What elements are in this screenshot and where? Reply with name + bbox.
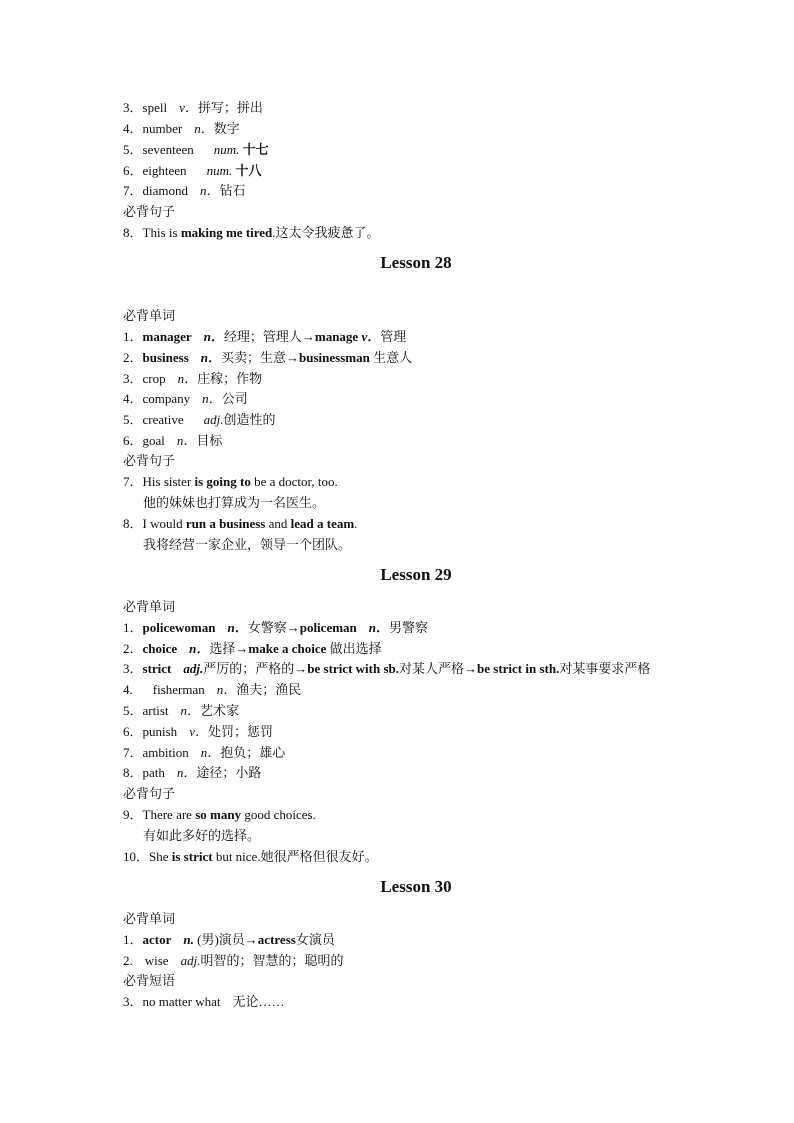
meaning: 拼写；拼出 — [197, 100, 263, 115]
part-of-speech: v． — [179, 100, 198, 115]
word: diamond — [142, 183, 189, 198]
lesson-title: Lesson 28 — [380, 253, 452, 272]
item-number: 7． — [123, 474, 143, 489]
word-item — [123, 659, 650, 679]
word-item — [123, 930, 335, 950]
item-number: 6． — [123, 163, 143, 178]
word-item — [123, 327, 406, 347]
item-number: 1． — [123, 932, 143, 947]
item-number: 3． — [123, 371, 143, 386]
sentence-item — [123, 514, 357, 534]
key-phrase: lead a team — [290, 516, 355, 531]
sentence-item — [123, 472, 338, 492]
sentence-text: There are — [142, 807, 196, 822]
item-number: 4. — [123, 682, 133, 697]
item-number: 5． — [123, 412, 143, 427]
word-item — [123, 722, 273, 742]
word: actor — [142, 932, 172, 947]
part-of-speech: v． — [361, 329, 381, 344]
section-label: 必背单词 — [123, 911, 176, 926]
sentence-item — [123, 223, 380, 243]
item-number: 1． — [123, 329, 143, 344]
item-number: 2． — [123, 350, 143, 365]
sentence-text: .这太令我疲惫了。 — [272, 225, 380, 240]
meaning: 买卖；生意→ — [221, 350, 300, 365]
word-item — [123, 680, 301, 700]
meaning: 创造性的 — [223, 412, 276, 427]
item-number: 8． — [123, 225, 143, 240]
item-number: 1． — [123, 620, 143, 635]
part-of-speech: adj. — [180, 953, 201, 968]
meaning: 男警察 — [389, 620, 429, 635]
part-of-speech: n． — [203, 329, 224, 344]
item-number: 8． — [123, 765, 143, 780]
key-phrase: so many — [195, 807, 242, 822]
sentence-text: . — [354, 516, 358, 531]
item-number: 2. — [123, 953, 133, 968]
item-number: 6． — [123, 724, 143, 739]
section-label: 必背句子 — [123, 204, 176, 219]
word-item — [123, 140, 269, 160]
item-number: 2． — [123, 641, 143, 656]
meaning: 管理 — [380, 329, 407, 344]
word: ambition — [142, 745, 189, 760]
meaning: (男)演员→ — [197, 932, 258, 947]
sentence-text: I would — [142, 516, 186, 531]
word-item — [123, 431, 222, 451]
word: eighteen — [142, 163, 187, 178]
word-item — [123, 161, 261, 181]
part-of-speech: num. — [206, 163, 233, 178]
word: fisherman — [152, 682, 205, 697]
meaning: 艺术家 — [200, 703, 240, 718]
derived-word: manage — [314, 329, 359, 344]
word-item — [123, 701, 239, 721]
item-number: 3． — [123, 661, 143, 676]
sentence-text: She — [149, 849, 172, 864]
section-label: 必背单词 — [123, 308, 176, 323]
phrase-item — [123, 992, 285, 1012]
meaning: 经理；管理人→ — [223, 329, 315, 344]
derived-word: actress — [257, 932, 296, 947]
part-of-speech: n． — [216, 682, 237, 697]
item-number: 8． — [123, 516, 143, 531]
meaning: 严厉的；严格的→ — [203, 661, 308, 676]
word: spell — [142, 100, 168, 115]
item-number: 5． — [123, 142, 143, 157]
word-item — [123, 369, 262, 389]
meaning: 途径；小路 — [196, 765, 262, 780]
lesson-title: Lesson 29 — [380, 565, 452, 584]
part-of-speech: adj. — [183, 661, 204, 676]
word-item — [123, 181, 246, 201]
word: crop — [142, 371, 166, 386]
meaning: 处罚；惩罚 — [207, 724, 273, 739]
word-item — [123, 410, 276, 430]
meaning: 无论…… — [232, 994, 285, 1009]
word: business — [142, 350, 189, 365]
word-item — [123, 951, 343, 971]
sentence-text: be a doctor, too. — [250, 474, 338, 489]
key-phrase: is strict — [171, 849, 213, 864]
part-of-speech: n． — [176, 765, 197, 780]
sentence-text: good choices. — [241, 807, 316, 822]
word: creative — [142, 412, 184, 427]
meaning: 钻石 — [219, 183, 246, 198]
lesson-title: Lesson 30 — [380, 877, 452, 896]
meaning: 十七 — [242, 142, 269, 157]
word: policewoman — [142, 620, 216, 635]
meaning: 抱负；雄心 — [220, 745, 286, 760]
word-item — [123, 763, 261, 783]
item-number: 3． — [123, 994, 143, 1009]
sentence-translation: 他的妹妹也打算成为一名医生。 — [143, 495, 326, 510]
word: goal — [142, 433, 165, 448]
sentence-translation: 我将经营一家企业，领导一个团队。 — [143, 537, 352, 552]
derived-word: make a choice — [248, 641, 327, 656]
item-number: 10． — [123, 849, 150, 864]
section-label: 必背短语 — [123, 973, 176, 988]
word-item — [123, 348, 412, 368]
meaning: 明智的；智慧的；聪明的 — [200, 953, 344, 968]
part-of-speech: n． — [180, 703, 201, 718]
item-number: 4． — [123, 391, 143, 406]
part-of-speech: n． — [189, 641, 210, 656]
item-number: 6． — [123, 433, 143, 448]
meaning: 渔夫；渔民 — [236, 682, 302, 697]
item-number: 9． — [123, 807, 143, 822]
meaning: 女警察→ — [247, 620, 300, 635]
derived-phrase: be strict in sth. — [477, 661, 560, 676]
part-of-speech: v． — [189, 724, 208, 739]
derived-word: policeman — [299, 620, 357, 635]
derived-phrase: be strict with sb. — [307, 661, 399, 676]
part-of-speech: n. — [183, 932, 194, 947]
section-label: 必背句子 — [123, 453, 176, 468]
part-of-speech: n． — [176, 433, 197, 448]
part-of-speech: adj. — [203, 412, 224, 427]
word: path — [142, 765, 165, 780]
word-item — [123, 743, 285, 763]
key-phrase: is going to — [194, 474, 251, 489]
word-item — [123, 389, 248, 409]
part-of-speech: n． — [200, 350, 221, 365]
meaning: 对某人严格→ — [399, 661, 478, 676]
item-number: 3． — [123, 100, 143, 115]
sentence-item — [123, 805, 316, 825]
part-of-speech: n． — [177, 371, 198, 386]
meaning: 公司 — [221, 391, 248, 406]
word-item — [123, 98, 263, 118]
meaning: 对某事要求严格 — [559, 661, 651, 676]
word: seventeen — [142, 142, 194, 157]
derived-word: businessman — [299, 350, 370, 365]
sentence-text: but nice.她很严格但很友好。 — [212, 849, 378, 864]
word: choice — [142, 641, 178, 656]
item-number: 5． — [123, 703, 143, 718]
item-number: 4． — [123, 121, 143, 136]
word-item — [123, 639, 382, 659]
sentence-translation: 有如此多好的选择。 — [143, 828, 261, 843]
meaning: 做出选择 — [326, 641, 382, 656]
part-of-speech: num. — [213, 142, 240, 157]
word: strict — [142, 661, 172, 676]
section-label: 必背句子 — [123, 786, 176, 801]
word: artist — [142, 703, 169, 718]
part-of-speech: n． — [227, 620, 248, 635]
part-of-speech: n． — [200, 745, 221, 760]
word-item — [123, 618, 428, 638]
word: manager — [142, 329, 192, 344]
meaning: 生意人 — [369, 350, 413, 365]
meaning: 选择→ — [209, 641, 249, 656]
meaning: 庄稼；作物 — [197, 371, 263, 386]
sentence-text: This is — [142, 225, 181, 240]
sentence-text: and — [265, 516, 291, 531]
meaning: 十八 — [235, 163, 262, 178]
word: punish — [142, 724, 178, 739]
part-of-speech: n． — [200, 183, 220, 198]
meaning: 目标 — [196, 433, 223, 448]
section-label: 必背单词 — [123, 599, 176, 614]
sentence-text: His sister — [142, 474, 195, 489]
word: company — [142, 391, 191, 406]
word-item — [123, 119, 240, 139]
part-of-speech: n． — [368, 620, 390, 635]
meaning: 女演员 — [295, 932, 335, 947]
phrase: no matter what — [142, 994, 221, 1009]
word: wise — [144, 953, 169, 968]
part-of-speech: n． — [202, 391, 222, 406]
item-number: 7． — [123, 183, 143, 198]
part-of-speech: n． — [194, 121, 214, 136]
key-phrase: run a business — [185, 516, 266, 531]
key-phrase: making me tired — [180, 225, 273, 240]
item-number: 7． — [123, 745, 143, 760]
word: number — [142, 121, 183, 136]
meaning: 数字 — [213, 121, 240, 136]
sentence-item — [123, 847, 378, 867]
